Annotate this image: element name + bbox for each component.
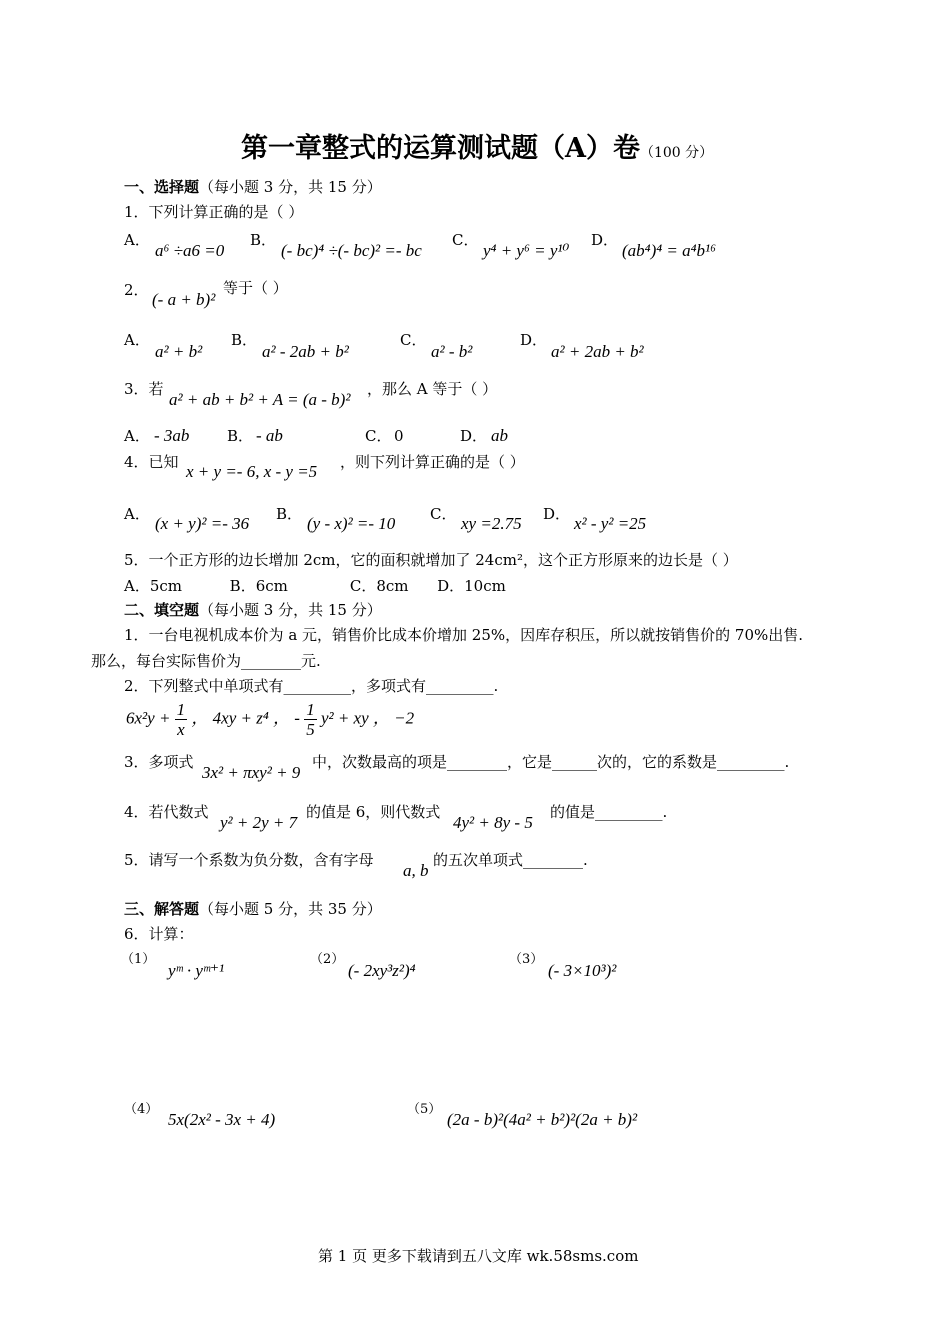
q6-expression-3: (- 3×10³)² — [548, 961, 617, 980]
q2-label-b: B． — [231, 331, 258, 349]
fill-q3-expression: 3x² + πxy² + 9 — [202, 763, 301, 782]
q2-option-b: a² - 2ab + b² — [262, 342, 349, 361]
q5-options: A．5cm B．6cm C．8cm D．10cm — [124, 577, 506, 595]
q1-label-c: C． — [452, 231, 479, 249]
fill-q4-mid: 的值是 6，则代数式 — [306, 803, 441, 821]
page-title — [241, 132, 713, 170]
q3-option-a: - 3ab — [154, 426, 190, 445]
q4-label-c: C． — [430, 505, 457, 523]
title-score: （100 分） — [639, 145, 714, 161]
q1-option-c: y⁴ + y⁶ = y¹⁰ — [483, 241, 570, 260]
q2-label-c: C． — [400, 331, 427, 349]
q3-label-c: C． — [365, 427, 392, 445]
q4-label-a: A． — [124, 505, 150, 523]
q4-expression: x + y =- 6, x - y =5 — [186, 462, 318, 481]
fill-q5-tail: 的五次单项式________. — [433, 851, 588, 869]
q3-option-b: - ab — [256, 426, 283, 445]
fill-q2-stem: 2．下列整式中单项式有_________，多项式有_________. — [124, 677, 499, 695]
q6-expression-2: (- 2xy³z²)⁴ — [348, 961, 416, 980]
q1-label-a: A． — [124, 231, 150, 249]
q4-tail: ，则下列计算正确的是（ ） — [340, 453, 525, 471]
q3-expression: a² + ab + b² + A = (a - b)² — [169, 390, 351, 409]
fill-q2-expressions: 6x²y + $\frac{1}{x}$ ， 4xy + z⁴ ， - $\frac{1}{5}$ y² + xy ， −2 — [126, 700, 415, 739]
q2-tail: 等于（ ） — [223, 279, 288, 297]
q1-option-d: (ab⁴)⁴ = a⁴b¹⁶ — [622, 241, 717, 260]
q2-expression: (- a + b)² — [152, 290, 216, 309]
q3-number: 3．若 — [124, 380, 164, 398]
q2-option-c: a² - b² — [431, 342, 473, 361]
q6-label-2: （2） — [310, 952, 345, 967]
title-main: 第一章整式的运算测试题（A）卷 — [241, 133, 640, 164]
page-footer: 第 1 页 更多下载请到五八文库 wk.58sms.com — [318, 1247, 639, 1265]
q3-label-a: A． — [124, 427, 150, 445]
q1-option-b: (- bc)⁴ ÷(- bc)² =- bc — [281, 241, 422, 260]
q2-option-d: a² + 2ab + b² — [551, 342, 644, 361]
q2-option-a: a² + b² — [155, 342, 203, 361]
q4-option-d: x² - y² =25 — [574, 514, 647, 533]
fill-q5-text: 5．请写一个系数为负分数，含有字母 — [124, 851, 374, 869]
fraction-1-over-5: $\frac{1}{5}$ — [306, 700, 315, 739]
q4-number: 4．已知 — [124, 453, 179, 471]
q4-option-c: xy =2.75 — [461, 514, 522, 533]
q1-label-b: B． — [250, 231, 277, 249]
fill-q4-number: 4．若代数式 — [124, 803, 209, 821]
q6-stem: 6．计算： — [124, 925, 194, 943]
q3-option-c: 0 — [394, 427, 404, 445]
q3-option-d: ab — [491, 426, 508, 445]
q6-label-3: （3） — [509, 952, 544, 967]
fill-q3-tail: 中，次数最高的项是________，它是______次的，它的系数是_________. — [312, 753, 790, 771]
fill-q5-expression: a, b — [403, 861, 429, 880]
q1-option-a: a⁶ ÷a6 =0 — [155, 241, 225, 260]
section-1-heading: 一、选择题（每小题 3 分，共 15 分） — [124, 178, 382, 196]
q2-label-a: A． — [124, 331, 150, 349]
q2-number: 2． — [124, 281, 149, 299]
section-2-heading: 二、填空题（每小题 3 分，共 15 分） — [124, 601, 382, 619]
section-3-heading: 三、解答题（每小题 5 分，共 35 分） — [124, 900, 382, 918]
fill-q4-tail: 的值是_________. — [550, 803, 668, 821]
fill-q4-expression-2: 4y² + 8y - 5 — [453, 813, 533, 832]
q4-label-d: D． — [543, 505, 571, 523]
q4-option-b: (y - x)² =- 10 — [307, 514, 396, 533]
q6-expression-4: 5x(2x² - 3x + 4) — [168, 1110, 276, 1129]
q6-label-1: （1） — [121, 952, 156, 967]
q6-expression-1: yᵐ · yᵐ⁺¹ — [168, 961, 225, 980]
q3-label-d: D． — [460, 427, 488, 445]
q3-tail: ，那么 A 等于（ ） — [367, 380, 498, 398]
q1-stem: 1．下列计算正确的是（ ） — [124, 203, 304, 221]
q3-label-b: B． — [227, 427, 254, 445]
fill-q1-line2: 那么，每台实际售价为________元. — [91, 652, 321, 670]
q6-expression-5: (2a - b)²(4a² + b²)²(2a + b)² — [447, 1110, 638, 1129]
q1-label-d: D． — [591, 231, 619, 249]
q2-label-d: D． — [520, 331, 548, 349]
fill-q4-expression-1: y² + 2y + 7 — [220, 813, 298, 832]
q4-label-b: B． — [276, 505, 303, 523]
fill-q1-line1: 1．一台电视机成本价为 a 元，销售价比成本价增加 25%，因库存积压，所以就按销售价的 70%出售. — [124, 626, 804, 644]
q5-stem: 5．一个正方形的边长增加 2cm，它的面积就增加了 24cm²，这个正方形原来的边长是（ ） — [124, 551, 738, 569]
q6-label-4: （4） — [124, 1102, 159, 1117]
fraction-1-over-x: $\frac{1}{x}$ — [176, 700, 186, 739]
q4-option-a: (x + y)² =- 36 — [155, 514, 250, 533]
fill-q3-number: 3．多项式 — [124, 753, 194, 771]
q6-label-5: （5） — [407, 1102, 442, 1117]
